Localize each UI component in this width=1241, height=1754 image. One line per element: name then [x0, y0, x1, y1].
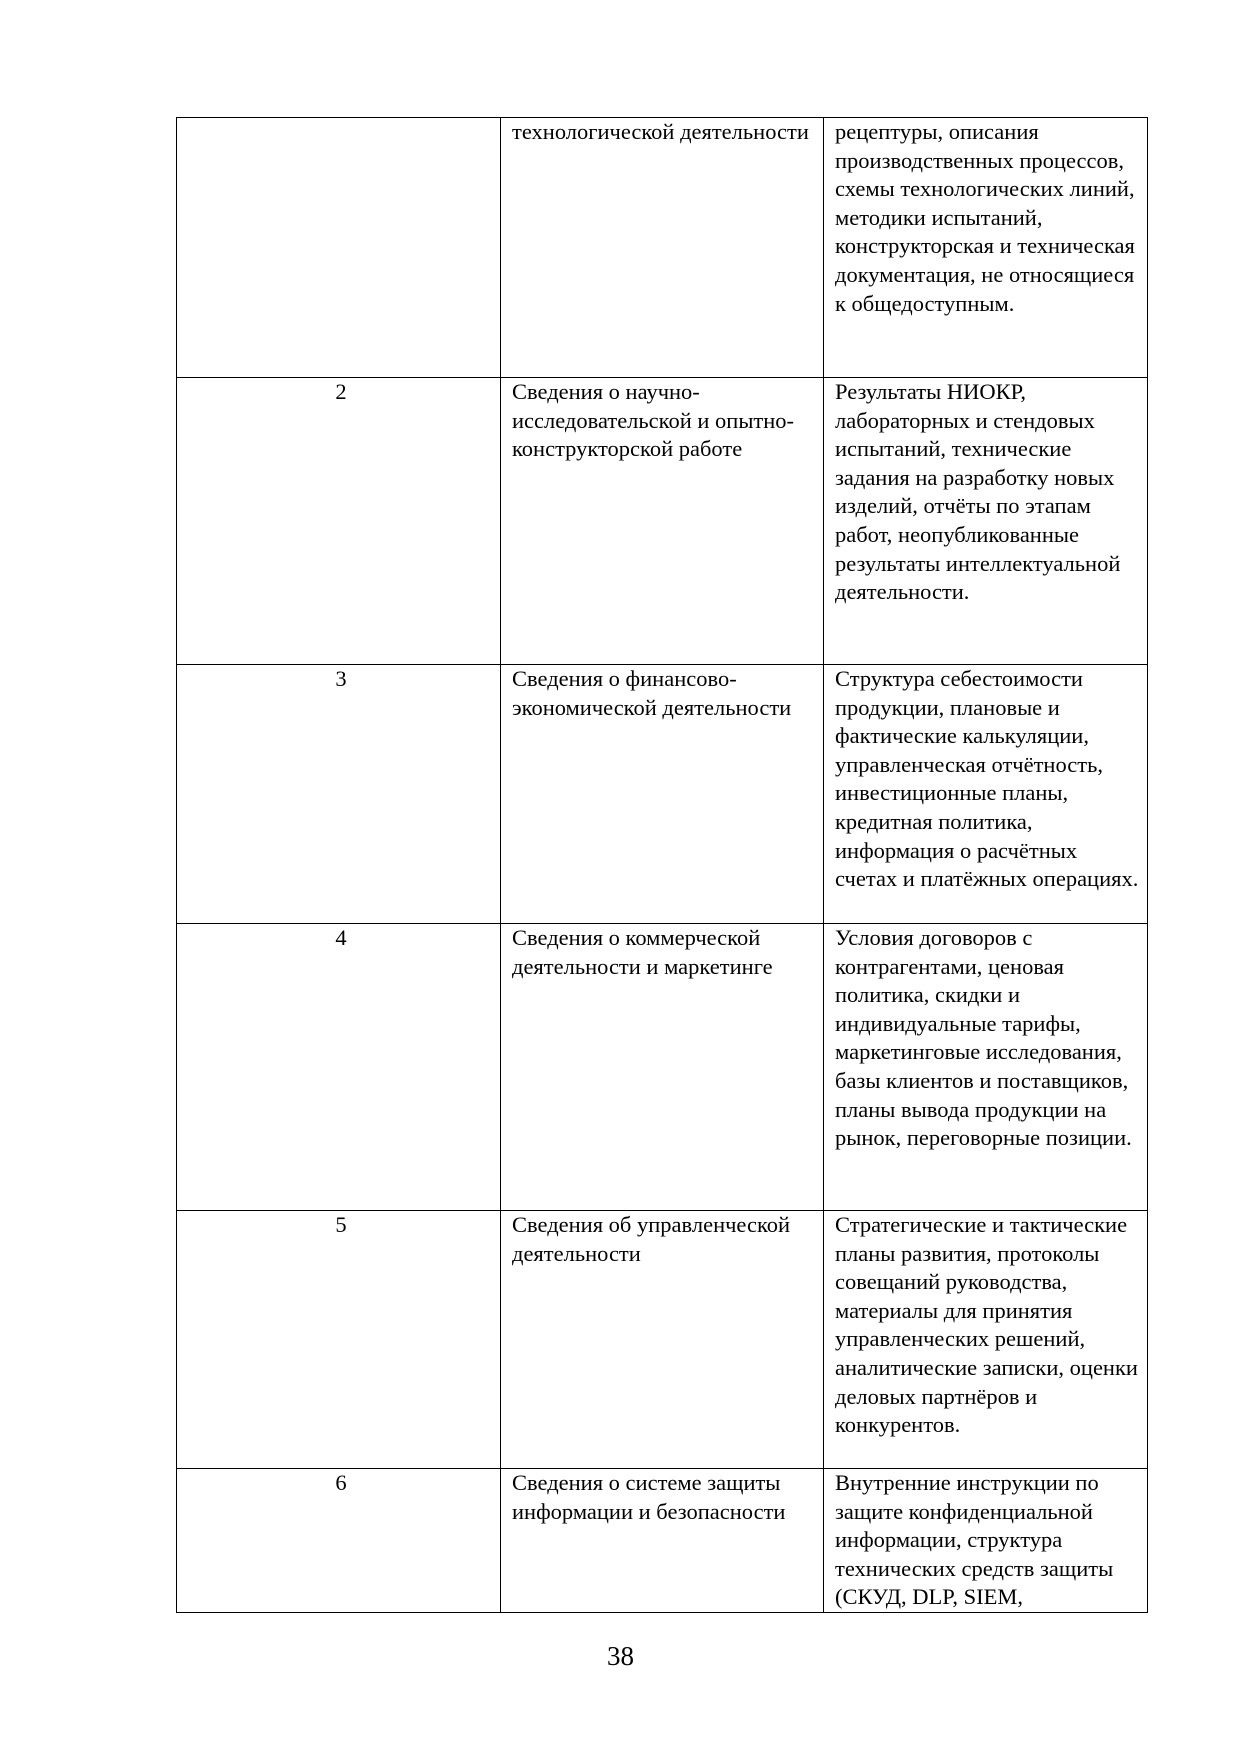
category-cell: технологической деятельности	[501, 118, 824, 378]
table-row	[177, 1211, 1148, 1469]
row-number-cell: 4	[177, 924, 501, 1211]
description-cell: Условия договоров с контрагентами, ценовая политика, скидки и индивидуальные тарифы, маркетинговые исследования, базы клиентов и поставщиков, планы вывода продукции на рынок, переговорные позиции.	[824, 924, 1148, 1211]
category-cell: Сведения о финансово-экономической деятельности	[501, 665, 824, 924]
description-cell: Стратегические и тактические планы развития, протоколы совещаний руководства, материалы для принятия управленческих решений, аналитические записки, оценки деловых партнёров и конкурентов.	[824, 1211, 1148, 1469]
category-cell: Сведения о коммерческой деятельности и маркетинге	[501, 924, 824, 1211]
description-cell: Структура себестоимости продукции, плановые и фактические калькуляции, управленческая отчётность, инвестиционные планы, кредитная политика, информация о расчётных счетах и платёжных операциях.	[824, 665, 1148, 924]
row-number-cell: 5	[177, 1211, 501, 1469]
category-cell: Сведения о системе защиты информации и безопасности	[501, 1469, 824, 1613]
page-number: 38	[607, 1641, 634, 1671]
table-row	[177, 665, 1148, 924]
confidential-info-table	[176, 117, 1148, 1613]
category-cell: Сведения о научно-исследовательской и опытно-конструкторской работе	[501, 378, 824, 665]
row-number-cell: 2	[177, 378, 501, 665]
row-number-cell: 6	[177, 1469, 501, 1613]
description-cell: Результаты НИОКР, лабораторных и стендовых испытаний, технические задания на разработку новых изделий, отчёты по этапам работ, неопубликованные результаты интеллектуальной деятельности.	[824, 378, 1148, 665]
table-row	[177, 118, 1148, 378]
description-cell: Внутренние инструкции по защите конфиденциальной информации, структура технических средств защиты (СКУД, DLP, SIEM,	[824, 1469, 1148, 1613]
row-number-cell	[177, 118, 501, 378]
table-row	[177, 378, 1148, 665]
table-row	[177, 1469, 1148, 1613]
row-number-cell: 3	[177, 665, 501, 924]
description-cell: рецептуры, описания производственных процессов, схемы технологических линий, методики испытаний, конструкторская и техническая документация, не относящиеся к общедоступным.	[824, 118, 1148, 378]
category-cell: Сведения об управленческой деятельности	[501, 1211, 824, 1469]
table-row	[177, 924, 1148, 1211]
